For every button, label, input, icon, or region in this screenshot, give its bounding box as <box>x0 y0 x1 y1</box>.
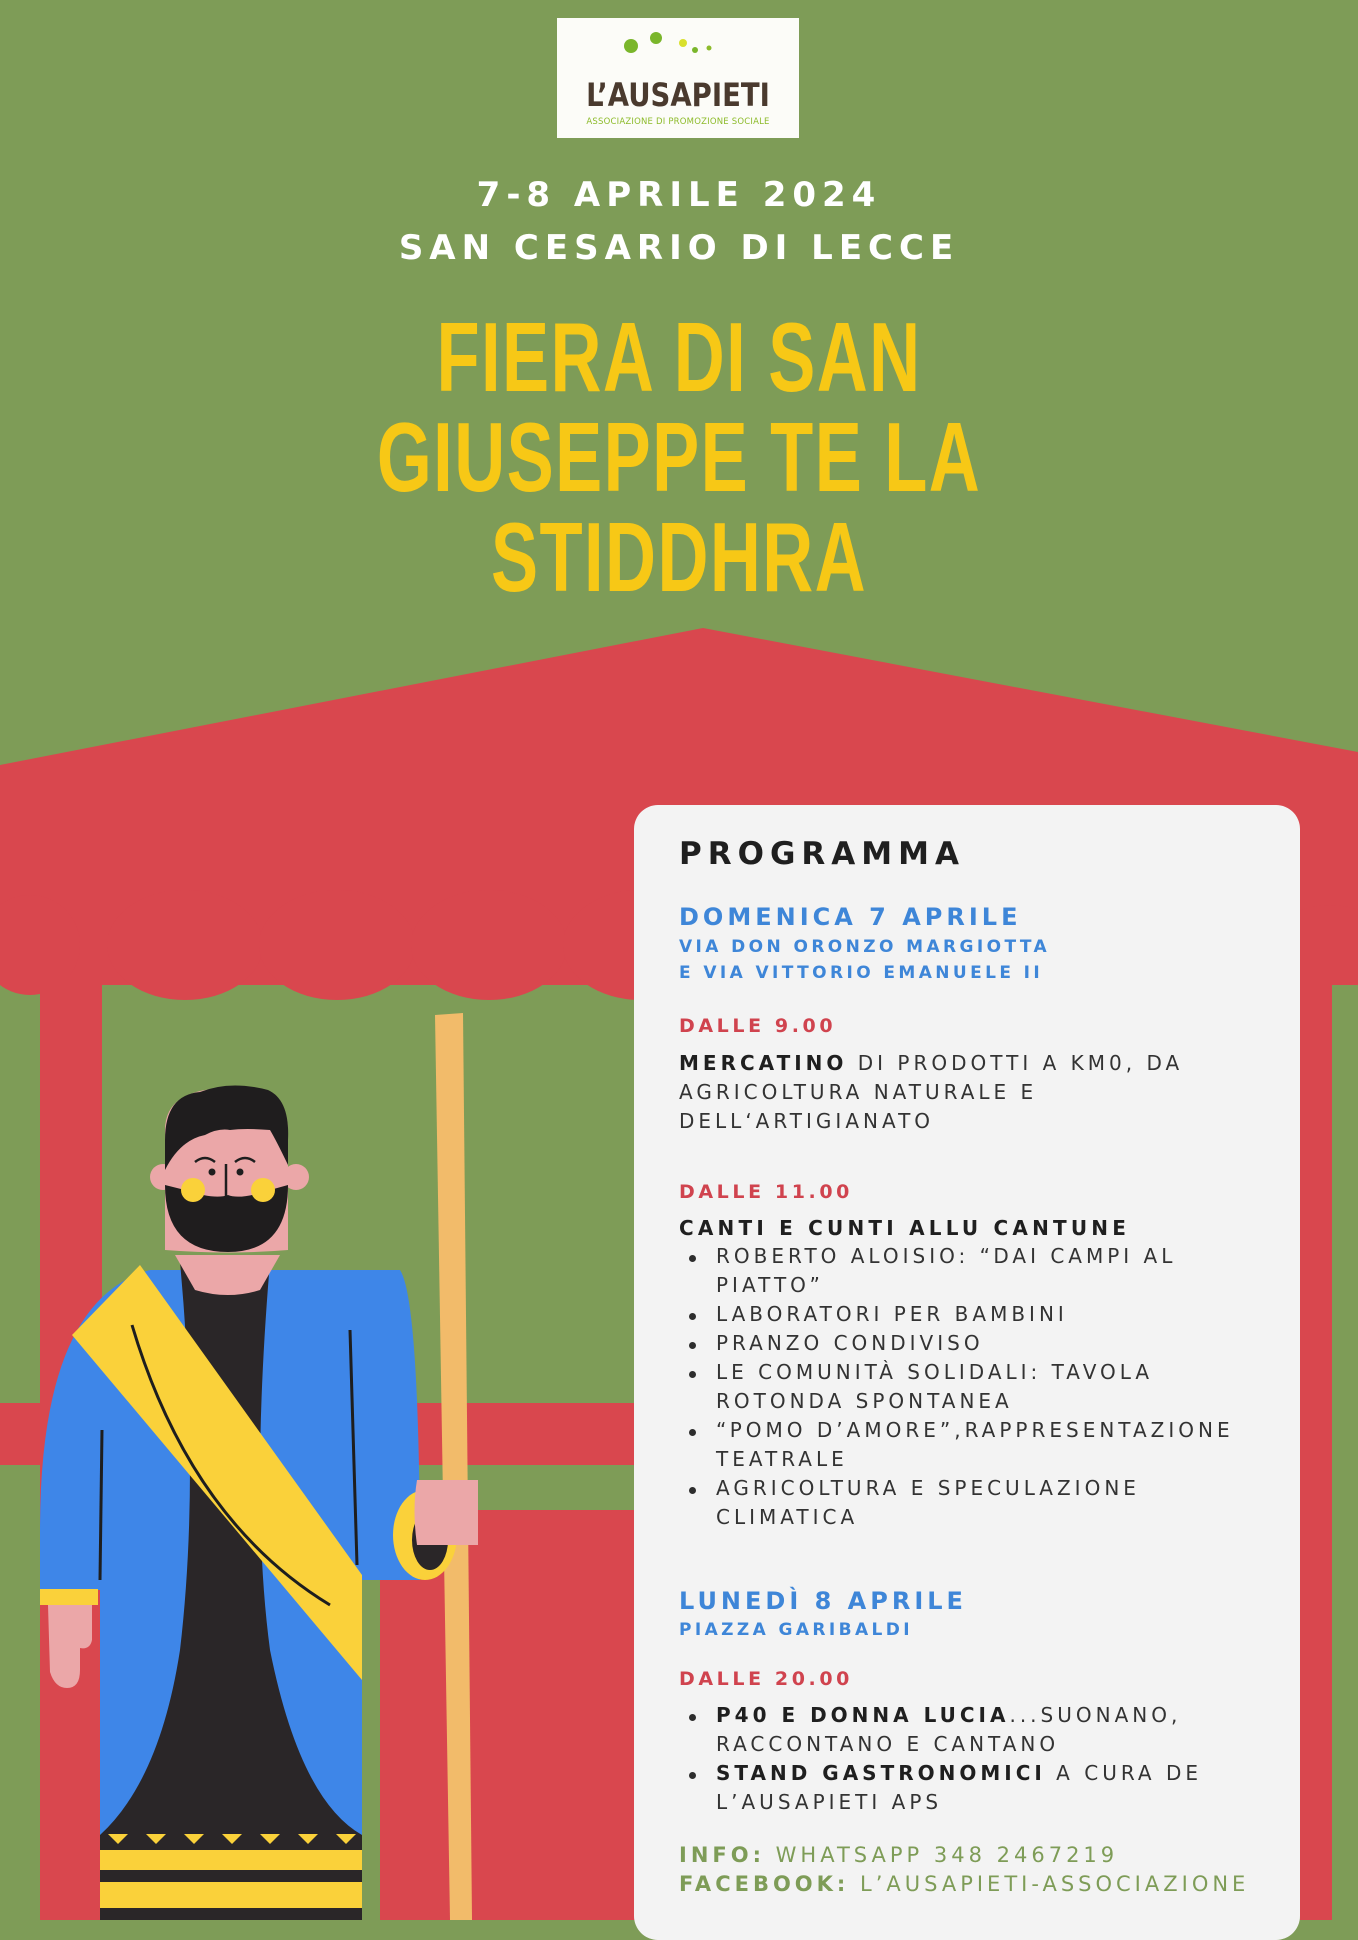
event-title-line-2: GIUSEPPE TE LA <box>376 402 982 512</box>
day1-label: DOMENICA 7 APRILE <box>679 903 1022 931</box>
event-dates: 7-8 APRILE 2024 <box>476 175 882 215</box>
list-item: PRANZO CONDIVISO <box>716 1331 984 1355</box>
logo <box>557 18 799 138</box>
stand-desc: A CURA DE <box>1045 1761 1202 1785</box>
list-item: LE COMUNITÀ SOLIDALI: TAVOLA <box>716 1360 1154 1384</box>
bullet-icon <box>689 1429 696 1436</box>
day1-place-line-1: VIA DON ORONZO MARGIOTTA <box>679 937 1051 957</box>
stand-label: STAND GASTRONOMICI <box>716 1761 1046 1785</box>
program-heading: PROGRAMMA <box>679 836 965 872</box>
list-item <box>716 1761 1202 1785</box>
bullet-icon <box>689 1487 696 1494</box>
list-item-cont: CLIMATICA <box>716 1505 859 1529</box>
list-item-cont: L’AUSAPIETI APS <box>716 1790 943 1814</box>
bullet-icon <box>689 1255 696 1262</box>
bullet-icon <box>689 1342 696 1349</box>
list-item: LABORATORI PER BAMBINI <box>716 1302 1068 1326</box>
day1-slot1-line-3: DELL‘ARTIGIANATO <box>679 1109 935 1133</box>
event-title-line-1: FIERA DI SAN <box>436 302 922 412</box>
day1-slot1-line-1 <box>679 1051 1183 1075</box>
event-location: SAN CESARIO DI LECCE <box>398 228 960 268</box>
list-item: “POMO D’AMORE”,RAPPRESENTAZIONE <box>716 1418 1234 1442</box>
mercatino-desc: DI PRODOTTI A KM0, DA <box>847 1051 1184 1075</box>
bullet-icon <box>689 1714 696 1721</box>
whatsapp-number[interactable]: WHATSAPP 348 2467219 <box>764 1843 1119 1867</box>
bullet-icon <box>689 1371 696 1378</box>
bullet-icon <box>689 1772 696 1779</box>
mercatino-label: MERCATINO <box>679 1051 848 1075</box>
day2-slot1-time: DALLE 20.00 <box>679 1668 853 1690</box>
list-item <box>716 1703 1181 1727</box>
sparkle-dots-icon <box>617 28 727 68</box>
bullet-icon <box>689 1313 696 1320</box>
list-item-cont: TEATRALE <box>716 1447 848 1471</box>
p40-desc: ...SUONANO, <box>1009 1703 1182 1727</box>
list-item-cont: PIATTO” <box>716 1273 824 1297</box>
info-whatsapp <box>679 1843 1118 1867</box>
day2-label: LUNEDÌ 8 APRILE <box>679 1587 967 1615</box>
info-label: INFO: <box>679 1843 765 1867</box>
facebook-label: FACEBOOK: <box>679 1872 850 1896</box>
p40-label: P40 E DONNA LUCIA <box>716 1703 1010 1727</box>
day1-slot2-subtitle: CANTI E CUNTI ALLU CANTUNE <box>679 1216 1131 1240</box>
day1-place-line-2: E VIA VITTORIO EMANUELE II <box>679 963 1044 983</box>
logo-subtitle: ASSOCIAZIONE DI PROMOZIONE SOCIALE <box>586 117 770 127</box>
logo-name: L’AUSAPIETI <box>586 76 770 114</box>
day1-slot2-time: DALLE 11.00 <box>679 1181 853 1203</box>
list-item-cont: RACCONTANO E CANTANO <box>716 1732 1060 1756</box>
info-facebook <box>679 1872 1249 1896</box>
list-item: AGRICOLTURA E SPECULAZIONE <box>716 1476 1140 1500</box>
day2-place: PIAZZA GARIBALDI <box>679 1620 913 1640</box>
day1-slot1-time: DALLE 9.00 <box>679 1015 837 1037</box>
day1-slot1-line-2: AGRICOLTURA NATURALE E <box>679 1080 1038 1104</box>
facebook-page[interactable]: L’AUSAPIETI-ASSOCIAZIONE <box>849 1872 1250 1896</box>
list-item: ROBERTO ALOISIO: “DAI CAMPI AL <box>716 1244 1177 1268</box>
event-title-line-3: STIDDHRA <box>490 502 868 612</box>
list-item-cont: ROTONDA SPONTANEA <box>716 1389 1013 1413</box>
